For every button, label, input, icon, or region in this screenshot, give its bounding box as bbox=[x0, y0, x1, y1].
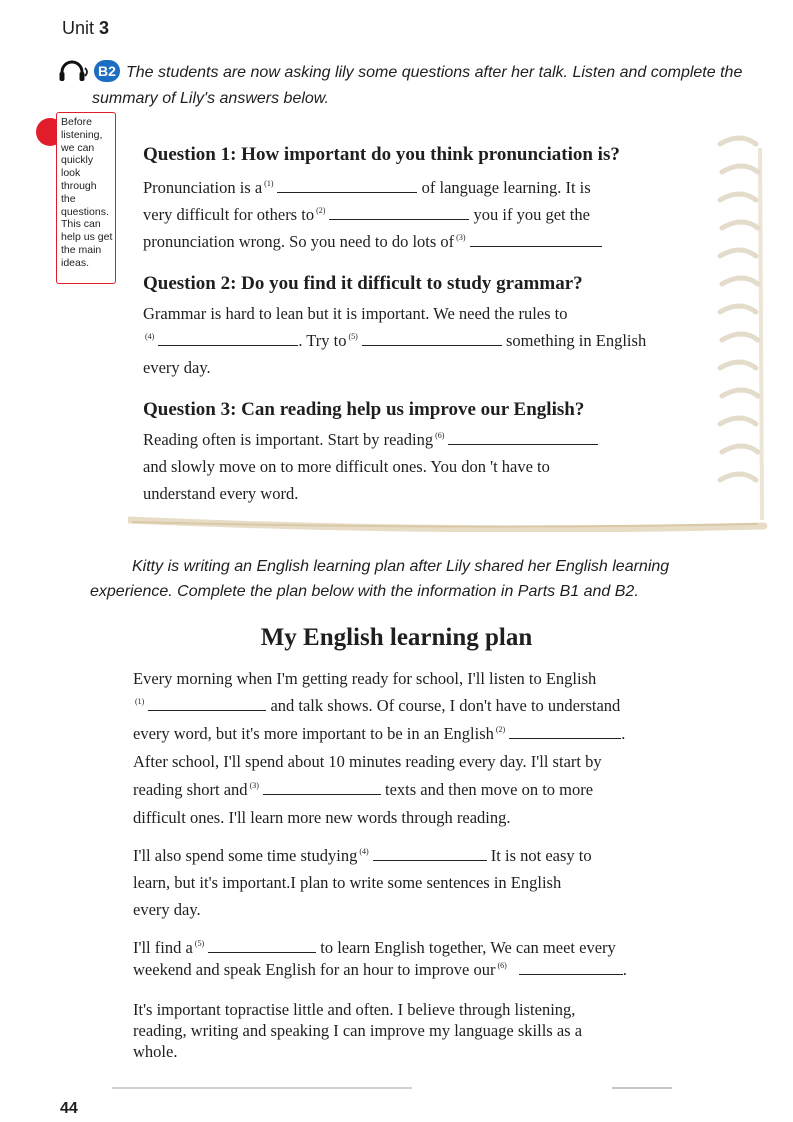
blank-number: (5) bbox=[348, 332, 358, 341]
plan-line: whole. bbox=[133, 1042, 178, 1061]
text: you if you get the bbox=[473, 205, 590, 224]
question-1-title: Question 1: How important do you think pronunciation is? bbox=[143, 144, 620, 165]
side-note-line: through the bbox=[61, 179, 97, 205]
question-1-line-3 bbox=[143, 232, 602, 252]
question-2-line-3: every day. bbox=[143, 358, 211, 377]
plan-title: My English learning plan bbox=[260, 624, 533, 651]
headphones-icon bbox=[58, 58, 90, 84]
blank-number: (1) bbox=[135, 697, 145, 706]
answer-blank[interactable] bbox=[519, 960, 623, 975]
answer-blank[interactable] bbox=[158, 331, 298, 346]
plan-line bbox=[133, 780, 593, 800]
plan-line bbox=[133, 960, 627, 980]
answer-blank[interactable] bbox=[362, 331, 502, 346]
plan-line bbox=[133, 696, 620, 716]
blank-number: (3) bbox=[456, 233, 466, 242]
plan-line: every day. bbox=[133, 900, 201, 919]
blank-number: (3) bbox=[249, 781, 259, 790]
text: I'll find a bbox=[133, 938, 193, 957]
side-note bbox=[56, 112, 116, 284]
side-note-line: This can bbox=[61, 218, 101, 231]
footer-divider bbox=[112, 1086, 672, 1090]
plan-line: reading, writing and speaking I can improve my language skills as a bbox=[133, 1021, 583, 1040]
text: . bbox=[622, 960, 627, 979]
blank-number: (4) bbox=[359, 847, 369, 856]
text: Pronunciation is a bbox=[143, 178, 263, 197]
blank-number: (4) bbox=[145, 332, 155, 341]
blank-number: (6) bbox=[435, 431, 445, 440]
text: texts and then move on to more bbox=[385, 780, 594, 799]
text: of language learning. It is bbox=[421, 178, 591, 197]
side-note-line: Before bbox=[61, 116, 92, 128]
answer-blank[interactable] bbox=[208, 938, 316, 953]
question-2-title: Question 2: Do you find it difficult to study grammar? bbox=[143, 273, 583, 294]
question-2-line-1: Grammar is hard to lean but it is important. We need the rules to bbox=[143, 304, 568, 323]
blank-number: (5) bbox=[194, 939, 205, 948]
blank-number: (6) bbox=[497, 961, 507, 970]
text: reading short and bbox=[133, 780, 248, 799]
plan-line bbox=[133, 846, 592, 866]
unit-label: Unit bbox=[62, 18, 95, 38]
text: to learn English together, We can meet every bbox=[320, 938, 616, 957]
answer-blank[interactable] bbox=[329, 205, 469, 220]
question-3-line-3: understand every word. bbox=[143, 484, 299, 503]
page-number: 44 bbox=[60, 1100, 78, 1117]
text: pronunciation wrong. So you need to do lots of bbox=[143, 232, 455, 251]
plan-line: It's important topractise little and often. I believe through listening, bbox=[133, 1000, 576, 1019]
plan-instruction: Kitty is writing an English learning plan after Lily shared her English learning experience. Complete the plan below with the information in Parts B1 and B2. bbox=[90, 558, 670, 600]
answer-blank[interactable] bbox=[277, 178, 417, 193]
side-note-line: the main bbox=[61, 243, 102, 256]
text: I'll also spend some time studying bbox=[133, 846, 358, 865]
side-note-line: questions. bbox=[61, 205, 109, 218]
plan-line: learn, but it's important.I plan to write some sentences in English bbox=[133, 873, 562, 892]
text: It is not easy to bbox=[490, 846, 592, 865]
blank-number: (2) bbox=[316, 206, 326, 215]
text: . bbox=[621, 724, 626, 743]
unit-number: 3 bbox=[99, 18, 110, 38]
side-note-line: listening, bbox=[61, 128, 103, 141]
plan-line bbox=[133, 724, 625, 744]
question-1-line-1 bbox=[143, 178, 591, 198]
text: . Try to bbox=[298, 331, 347, 350]
text: Reading often is important. Start by reading bbox=[143, 430, 434, 449]
blank-number: (2) bbox=[495, 725, 506, 734]
question-3-title: Question 3: Can reading help us improve our English? bbox=[143, 399, 585, 420]
text: every word, but it's more important to be in an English bbox=[133, 724, 494, 743]
side-note-line: help us get bbox=[61, 231, 113, 244]
side-note-line: quickly look bbox=[61, 154, 94, 180]
plan-line: Every morning when I'm getting ready for school, I'll listen to English bbox=[133, 669, 597, 688]
answer-blank[interactable] bbox=[448, 430, 598, 445]
plan-line bbox=[133, 938, 616, 958]
plan-line: difficult ones. I'll learn more new words through reading. bbox=[133, 808, 511, 827]
side-note-line: ideas. bbox=[61, 256, 90, 269]
plan-line: After school, I'll spend about 10 minutes reading every day. I'll start by bbox=[133, 752, 602, 771]
answer-blank[interactable] bbox=[263, 780, 381, 795]
text: and talk shows. Of course, I don't have to understand bbox=[270, 696, 621, 715]
side-note-line: we can bbox=[61, 141, 95, 154]
question-3-line-2: and slowly move on to more difficult ones. You don 't have to bbox=[143, 457, 550, 476]
answer-blank[interactable] bbox=[509, 724, 621, 739]
notebook-rings bbox=[712, 130, 768, 500]
text: very difficult for others to bbox=[143, 205, 315, 224]
unit-heading bbox=[62, 18, 109, 39]
answer-blank[interactable] bbox=[373, 846, 487, 861]
exercise-badge: B2 bbox=[94, 60, 120, 82]
answer-blank[interactable] bbox=[148, 696, 266, 711]
question-1-line-2 bbox=[143, 205, 590, 225]
question-3-line-1 bbox=[143, 430, 598, 450]
exercise-instruction: The students are now asking lily some questions after her talk. Listen and complete the summary of Lily's answers below. bbox=[92, 64, 743, 107]
text: something in English bbox=[505, 331, 647, 350]
blank-number: (1) bbox=[264, 179, 274, 188]
text: weekend and speak English for an hour to improve our bbox=[133, 960, 496, 979]
question-2-line-2 bbox=[143, 331, 646, 351]
answer-blank[interactable] bbox=[470, 232, 602, 247]
